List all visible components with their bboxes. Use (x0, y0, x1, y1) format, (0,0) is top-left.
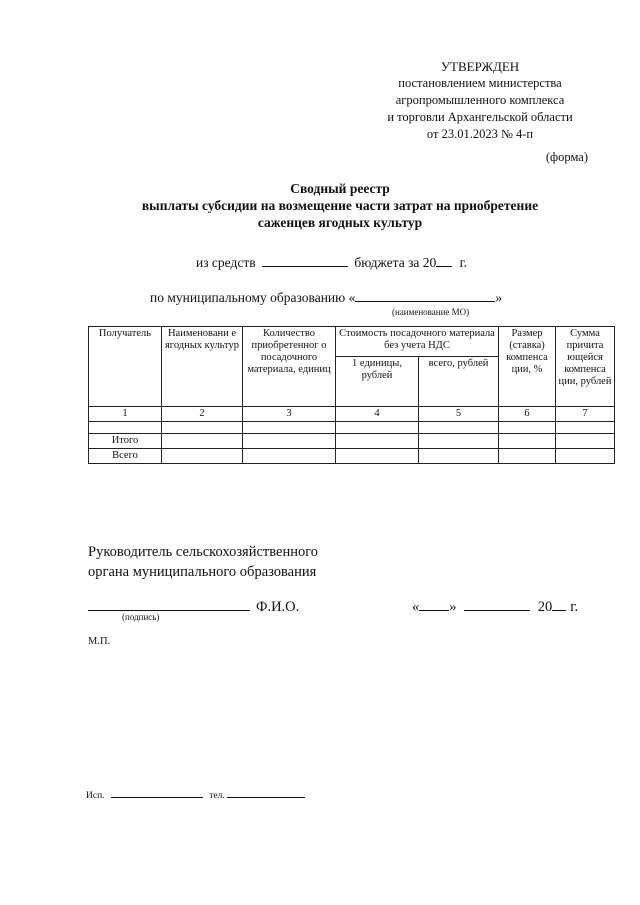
stamp-place: М.П. (88, 636, 111, 647)
form-label: (форма) (545, 150, 588, 164)
header-cost-unit: 1 единицы, рублей (336, 357, 419, 407)
table-cell[interactable] (336, 434, 419, 449)
signer-title (88, 542, 318, 582)
table-cell[interactable] (499, 434, 556, 449)
approval-line: постановлением министерства (398, 76, 562, 90)
table-row-vsego (89, 449, 615, 464)
header-rate: Размер (ставка) компенса ции, % (499, 327, 556, 407)
year-prefix: 20 (537, 599, 553, 615)
table-cell[interactable] (162, 434, 243, 449)
table-cell[interactable] (556, 449, 615, 464)
signature-hint: (подпись) (122, 612, 160, 622)
table-cell[interactable] (243, 449, 336, 464)
title-line: Сводный реестр (290, 181, 390, 196)
column-number: 6 (499, 407, 556, 422)
document-title (70, 180, 610, 231)
table-cell[interactable] (243, 422, 336, 434)
year-blank[interactable] (436, 254, 452, 267)
approval-line: и торговли Архангельской области (387, 110, 573, 124)
column-number: 1 (89, 407, 162, 422)
municipality-blank[interactable] (355, 289, 495, 302)
municipality-hint: (наименование МО) (392, 307, 470, 317)
phone-label: тел. (209, 791, 225, 801)
table-row-itogo (89, 434, 615, 449)
date-close: » (449, 599, 457, 615)
table-cell[interactable] (499, 422, 556, 434)
column-number: 4 (336, 407, 419, 422)
executor-line (86, 788, 305, 801)
municipality-suffix: » (495, 290, 503, 305)
funding-line (196, 254, 467, 271)
day-blank[interactable] (419, 598, 449, 611)
header-cost-total: всего, рублей (419, 357, 499, 407)
header-recipient: Получатель (89, 327, 162, 407)
phone-blank[interactable] (227, 788, 305, 798)
budget-blank[interactable] (262, 254, 348, 267)
column-number: 2 (162, 407, 243, 422)
signer-title-line: Руководитель сельскохозяйственного (88, 544, 319, 560)
header-amount: Сумма причита ющейся компенса ции, рублей (556, 327, 615, 407)
executor-blank[interactable] (111, 788, 203, 798)
row-label-itogo: Итого (89, 434, 162, 449)
table-cell[interactable] (419, 422, 499, 434)
table-cell[interactable] (243, 434, 336, 449)
funding-suffix: г. (459, 255, 468, 270)
column-number: 5 (419, 407, 499, 422)
table-cell[interactable] (419, 449, 499, 464)
table-cell[interactable] (336, 449, 419, 464)
signer-title-line: органа муниципального образования (88, 564, 317, 580)
signature-line (88, 598, 299, 616)
municipality-prefix: по муниципальному образованию « (150, 290, 356, 305)
year-blank[interactable] (552, 598, 566, 611)
header-quantity: Количество приобретенног о посадочного материала, единиц (243, 327, 336, 407)
fio-label: Ф.И.О. (256, 599, 300, 615)
table-row (89, 422, 615, 434)
date-open: « (412, 599, 420, 615)
row-label-vsego: Всего (89, 449, 162, 464)
signature-blank[interactable] (88, 598, 250, 611)
date-line (412, 598, 578, 616)
executor-label: Исп. (86, 791, 105, 801)
table-cell[interactable] (556, 422, 615, 434)
column-number: 3 (243, 407, 336, 422)
header-cost-group: Стоимость посадочного материала без учета НДС (336, 327, 499, 357)
number-row (89, 407, 615, 422)
column-number: 7 (556, 407, 615, 422)
approval-date: от 23.01.2023 № 4-п (426, 127, 534, 141)
table-cell[interactable] (499, 449, 556, 464)
funding-prefix: из средств (196, 255, 256, 270)
approval-head: УТВЕРЖДЕН (440, 59, 520, 74)
month-blank[interactable] (464, 598, 530, 611)
municipality-line (150, 289, 502, 306)
table-cell[interactable] (336, 422, 419, 434)
table-cell[interactable] (419, 434, 499, 449)
title-line: саженцев ягодных культур (257, 215, 423, 230)
table-cell[interactable] (162, 449, 243, 464)
register-table (88, 326, 615, 464)
table-cell[interactable] (89, 422, 162, 434)
year-suffix: г. (570, 599, 579, 615)
title-line: выплаты субсидии на возмещение части затрат на приобретение (141, 198, 539, 213)
funding-middle: бюджета за 20 (354, 255, 437, 270)
header-crops: Наименовани е ягодных культур (162, 327, 243, 407)
approval-block (360, 58, 600, 143)
approval-line: агропромышленного комплекса (395, 93, 565, 107)
table-cell[interactable] (162, 422, 243, 434)
table-cell[interactable] (556, 434, 615, 449)
